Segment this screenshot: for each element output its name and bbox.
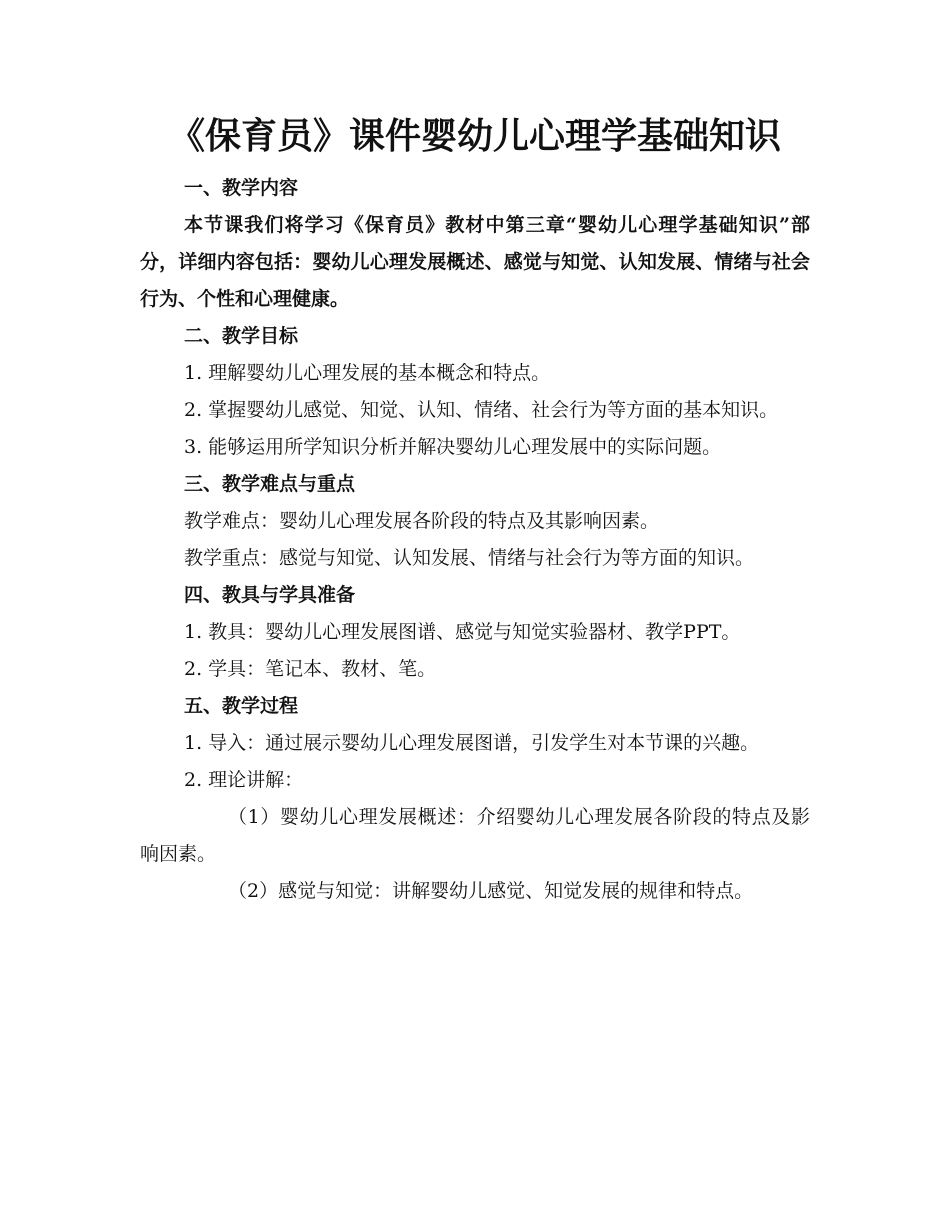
materials-item-1: 1. 教具：婴幼儿心理发展图谱、感觉与知觉实验器材、教学PPT。 [184,621,741,643]
goal-item-3: 3. 能够运用所学知识分析并解决婴幼儿心理发展中的实际问题。 [184,436,722,458]
key-point-paragraph: 教学重点：感觉与知觉、认知发展、情绪与社会行为等方面的知识。 [184,547,755,569]
process-subitem-1: （1）婴幼儿心理发展概述：介绍婴幼儿心理发展各阶段的特点及影响因素。 [140,806,810,865]
section-heading-teaching-goals: 二、教学目标 [184,325,299,347]
process-item-2: 2. 理论讲解： [184,769,304,791]
materials-item-2: 2. 学具：笔记本、教材、笔。 [184,658,437,680]
section-heading-teaching-process: 五、教学过程 [184,695,299,717]
document-page [140,108,810,910]
section-heading-materials: 四、教具与学具准备 [184,584,356,606]
difficulty-paragraph: 教学难点：婴幼儿心理发展各阶段的特点及其影响因素。 [184,510,660,532]
section-heading-teaching-content: 一、教学内容 [184,177,299,199]
document-title: 《保育员》课件婴幼儿心理学基础知识 [168,115,781,157]
process-subitem-2: （2）感觉与知觉：讲解婴幼儿感觉、知觉发展的规律和特点。 [228,880,754,902]
paragraph-content-intro: 本节课我们将学习《保育员》教材中第三章“婴幼儿心理学基础知识”部分，详细内容包括：婴幼儿心理发展概述、感觉与知觉、认知发展、情绪与社会行为、个性和心理健康。 [140,214,810,310]
goal-item-2: 2. 掌握婴幼儿感觉、知觉、认知、情绪、社会行为等方面的基本知识。 [184,399,779,421]
goal-item-1: 1. 理解婴幼儿心理发展的基本概念和特点。 [184,362,551,384]
process-item-1: 1. 导入：通过展示婴幼儿心理发展图谱，引发学生对本节课的兴趣。 [184,732,760,754]
section-heading-difficulties-and-key-points: 三、教学难点与重点 [184,473,356,495]
